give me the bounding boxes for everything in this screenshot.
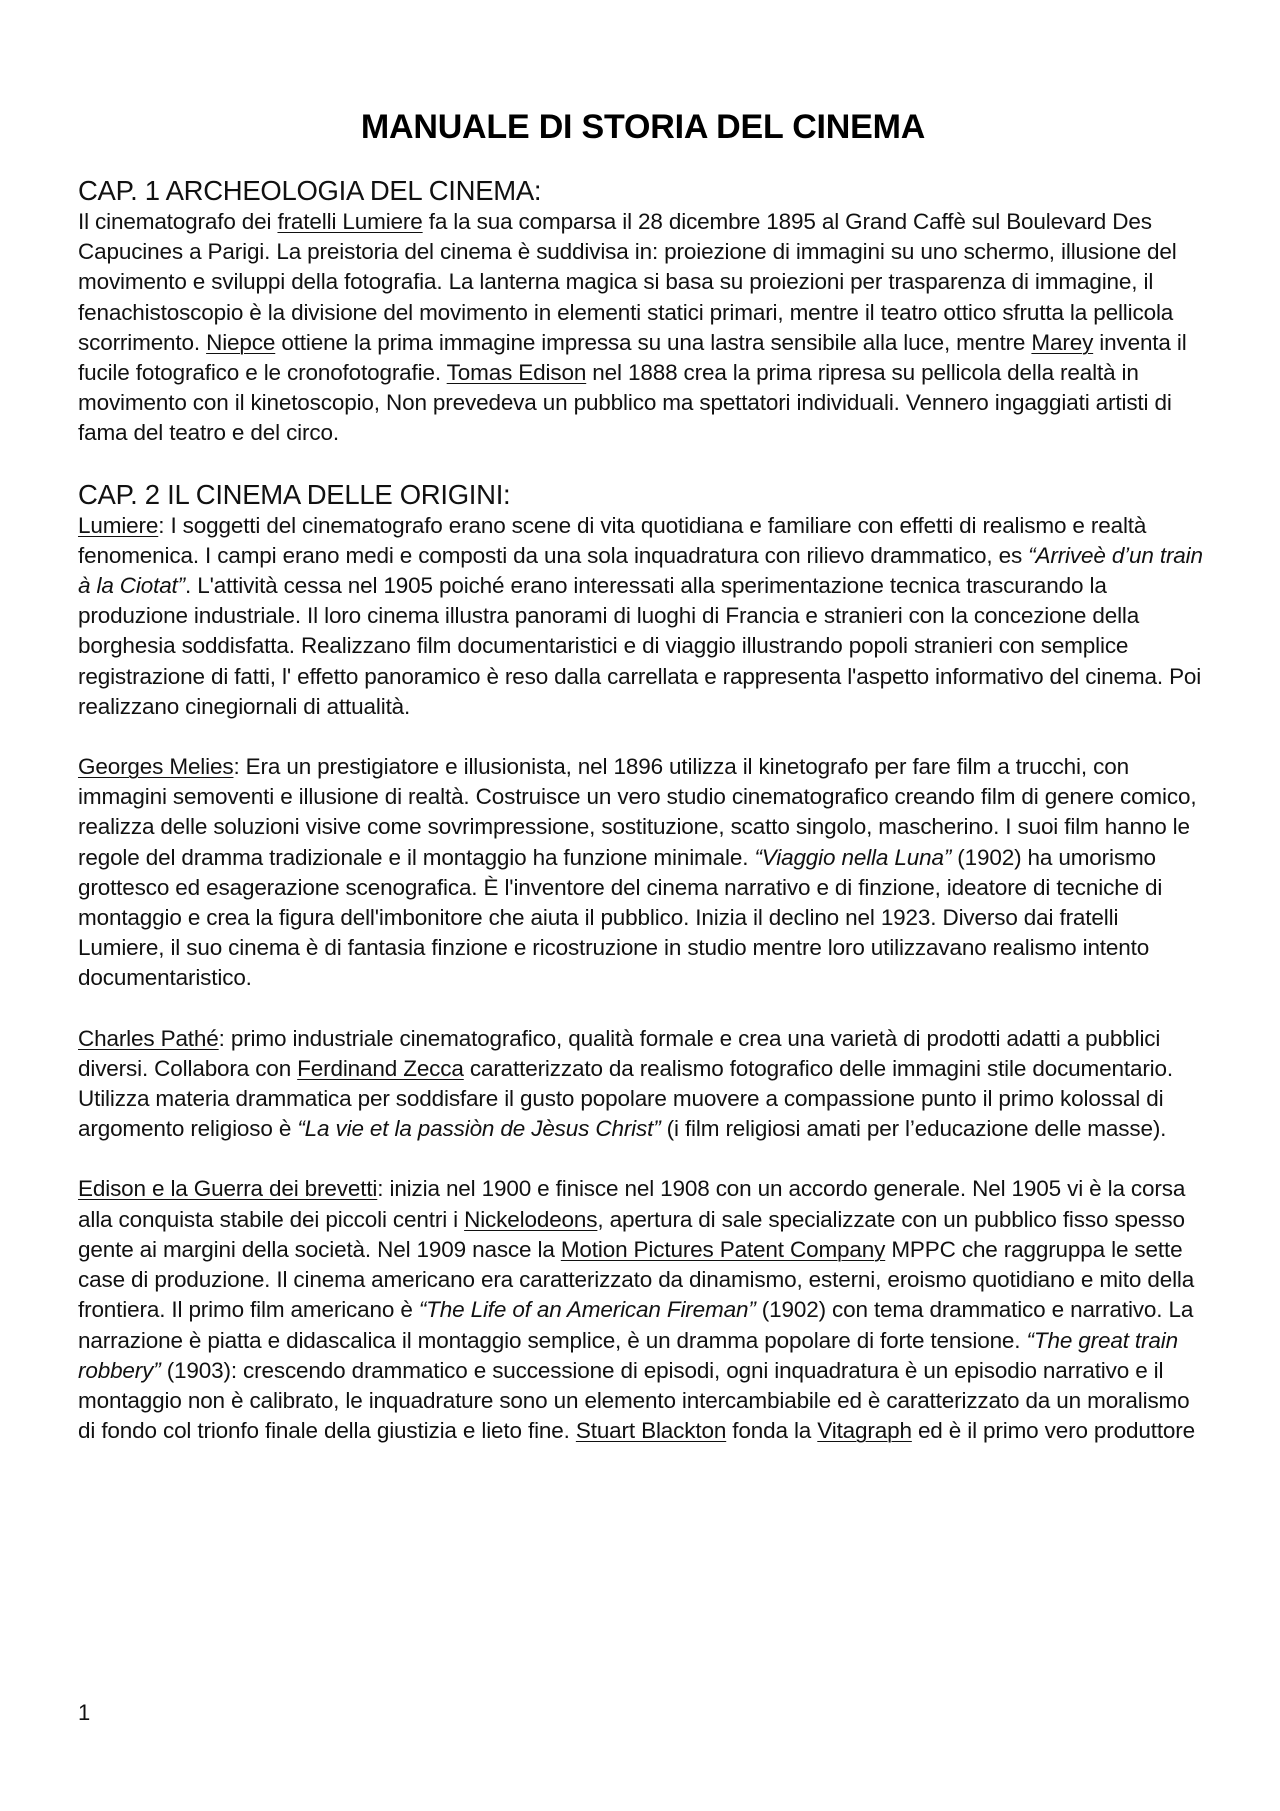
film-title: “The great train robbery” [78, 1327, 1178, 1383]
underlined-term: Motion Pictures Patent Company [560, 1236, 886, 1262]
underlined-term: Tomas Edison [446, 360, 587, 386]
underlined-term: Edison e la Guerra dei brevetti [78, 1176, 378, 1202]
underlined-term: Stuart Blackton [575, 1418, 727, 1444]
page-content [78, 108, 1208, 1472]
film-title: “La vie et la passiòn de Jèsus Christ” [297, 1116, 661, 1142]
text-run: inventa il fucile fotografico e le cronofotografie. [78, 329, 1187, 386]
text-run: MPPC che raggruppa le sette case di produzione. Il cinema americano era caratterizzato da dinamismo, esterni, eroismo quotidiano e mito della frontiera. Il primo film americano è [78, 1236, 1195, 1323]
text-run: : primo industriale cinematografico, qualità formale e crea una varietà di prodotti adatti a pubblici diversi. Collabora con [78, 1025, 1161, 1081]
lumiere-paragraph [78, 511, 1208, 722]
underlined-term: Nickelodeons [464, 1206, 598, 1232]
film-title: “The Life of an American Fireman” [418, 1297, 756, 1323]
underlined-term: Ferdinand Zecca [297, 1055, 464, 1081]
chapter-2-heading: CAP. 2 IL CINEMA DELLE ORIGINI: [78, 478, 511, 510]
underlined-term: Vitagraph [817, 1418, 912, 1444]
text-run: : Era un prestigiatore e illusionista, nel 1896 utilizza il kinetografo per fare film a trucchi, con immagini semoventi e illusione di realtà. Costruisce un vero studio cinematografico creando film di genere comico, realizza delle soluzioni visive come sovrimpressione, sostituzione, scatto singolo, mascherino. I suoi film hanno le regole del dramma tradizionale e il montaggio ha funzione minimale. [78, 754, 1197, 870]
text-run: caratterizzato da realismo fotografico delle immagini stile documentario. Utilizza materia drammatica per soddisfare il gusto popolare muovere a compassione punto il primo kolossal di argomento religioso è [78, 1055, 1173, 1142]
text-run: : I soggetti del cinematografo erano scene di vita quotidiana e familiare con effetti di realismo e realtà fenomenica. I campi erano medi e composti da una sola inquadratura con rilievo drammatico, es [78, 512, 1147, 568]
underlined-term: Niepce [206, 329, 276, 355]
text-run: nel 1888 crea la prima ripresa su pellicola della realtà in movimento con il kinetoscopio, Non prevedeva un pubblico ma spettatori individuali. Vennero ingaggiati artisti di fama del teatro e del circo. [78, 360, 1172, 446]
film-title: “Arriveè d’un train à la Ciotat” [78, 542, 1203, 599]
text-run: Il cinematografo dei [78, 209, 278, 234]
text-run: (i film religiosi amati per l’educazione delle masse). [660, 1116, 1167, 1142]
underlined-term: Lumiere [78, 512, 159, 538]
text-run: (1902) con tema drammatico e narrativo. La narrazione è piatta e didascalica il montaggio semplice, è un dramma popolare di forte tensione. [78, 1297, 1194, 1353]
underlined-term: Charles Pathé [78, 1025, 219, 1051]
page-number: 1 [78, 1700, 91, 1725]
text-run: . L'attività cessa nel 1905 poiché erano interessati alla sperimentazione tecnica trascurando la produzione industriale. Il loro cinema illustra panorami di luoghi di Francia e stranieri con la concezione della borghesia soddisfatta. Realizzano film documentaristici e di viaggio illustrando popoli stranieri con semplice registrazione di fatti, l' effetto panoramico è reso dalla carrellata e rappresenta l'aspetto informativo del cinema. Poi realizzano cinegiornali di attualità. [78, 573, 1202, 719]
text-run: , apertura di sale specializzate con un pubblico fisso spesso gente ai margini della società. Nel 1909 nasce la [78, 1206, 1185, 1262]
underlined-term: Georges Melies [78, 754, 234, 780]
chapter-1-heading: CAP. 1 ARCHEOLOGIA DEL CINEMA: [78, 175, 542, 206]
text-run: (1902) ha umorismo grottesco ed esagerazione scenografica. È l'inventore del cinema narrativo e di finzione, ideatore di tecniche di montaggio e crea la figura dell'imbonitore che aiuta il pubblico. Inizia il declino nel 1923. Diverso dai fratelli Lumiere, il suo cinema è di fantasia finzione e ricostruzione in studio mentre loro utilizzavano realismo intento documentaristico. [78, 844, 1163, 991]
text-run: fonda la [726, 1418, 818, 1444]
text-run: : inizia nel 1900 e finisce nel 1908 con un accordo generale. Nel 1905 vi è la corsa alla conquista stabile dei piccoli centri i [78, 1176, 1186, 1232]
text-run: ed è il primo vero produttore [911, 1418, 1195, 1444]
edison-paragraph [78, 1174, 1208, 1446]
text-run: (1903): crescendo drammatico e successione di episodi, ogni inquadratura è un episodio narrativo e il montaggio non è calibrato, le inquadrature sono un elemento intercambiabile ed è caratterizzato da un moralismo di fondo col trionfo finale della giustizia e lieto fine. [78, 1357, 1190, 1444]
melies-paragraph [78, 752, 1208, 994]
underlined-term: fratelli Lumiere [277, 209, 423, 234]
underlined-term: Marey [1031, 329, 1094, 355]
chapter-1-paragraph [78, 207, 1208, 449]
document-title: MANUALE DI STORIA DEL CINEMA [360, 108, 926, 146]
text-run: ottiene la prima immagine impressa su una lastra sensibile alla luce, mentre [275, 329, 1032, 355]
pathe-paragraph [78, 1024, 1208, 1145]
film-title: “Viaggio nella Luna” [754, 844, 952, 870]
text-run: fa la sua comparsa il 28 dicembre 1895 al Grand Caffè sul Boulevard Des Capucines a Parigi. La preistoria del cinema è suddivisa in: proiezione di immagini su uno schermo, illusione del movimento e sviluppi della fotografia. La lanterna magica si basa su proiezioni per trasparenza di immagine, il fenachistoscopio è la divisione del movimento in elementi statici primari, mentre il teatro ottico sfrutta la pellicola scorrimento. [78, 209, 1177, 355]
